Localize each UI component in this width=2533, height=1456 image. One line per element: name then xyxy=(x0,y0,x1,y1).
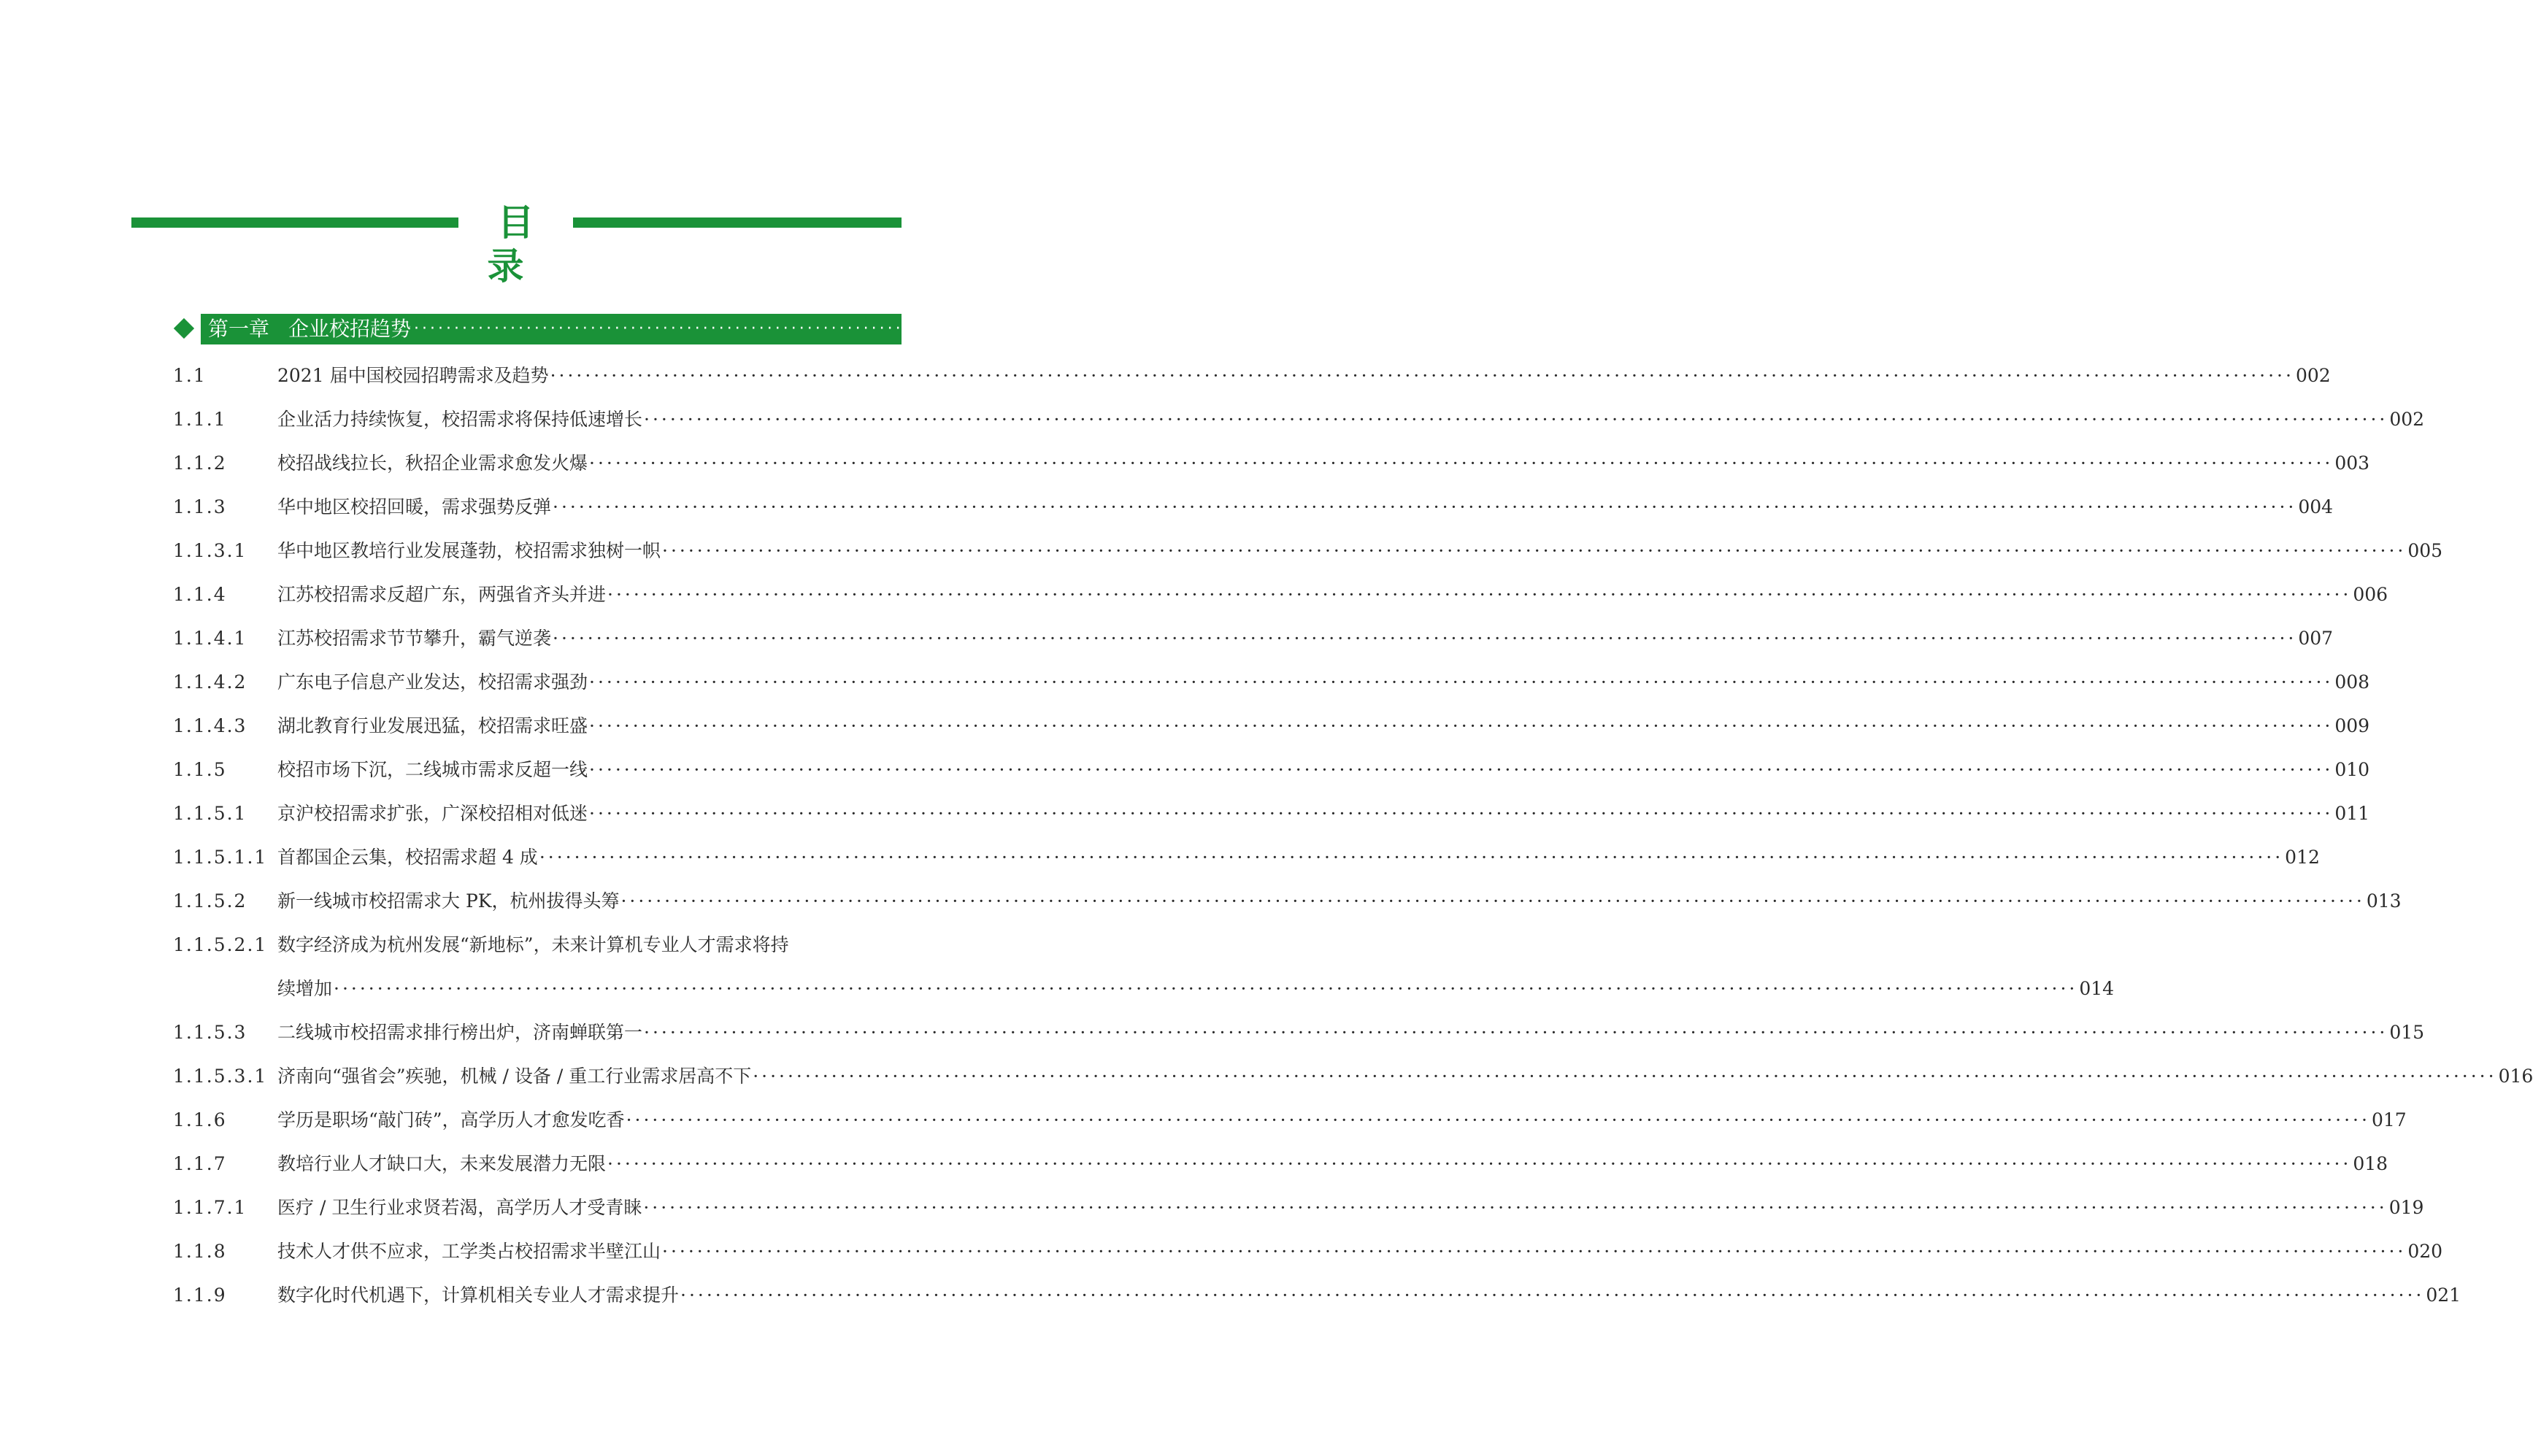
toc-entry-body xyxy=(277,748,2370,792)
toc-entry-page: 002 xyxy=(2295,365,2331,386)
toc-entry-title: 学历是职场“敲门砖”，高学历人才愈发吃香 xyxy=(277,1109,625,1130)
toc-entry[interactable] xyxy=(173,617,2334,660)
toc-entry-title: 企业活力持续恢复，校招需求将保持低速增长 xyxy=(277,409,643,430)
toc-entry-number: 1.1.5.3 xyxy=(173,1022,247,1043)
toc-entry[interactable] xyxy=(173,792,2370,836)
toc-entry-title: 京沪校招需求扩张，广深校招相对低迷 xyxy=(277,803,588,824)
toc-leader-dots: ········································································································································································································ xyxy=(589,671,2334,693)
toc-entry-body xyxy=(277,1055,2533,1098)
title-rule-right xyxy=(573,217,902,228)
toc-entry[interactable] xyxy=(173,748,2370,792)
toc-entry-title: 医疗 / 卫生行业求贤若渴，高学历人才受青睐 xyxy=(277,1197,642,1218)
toc-entry-title: 二线城市校招需求排行榜出炉，济南蝉联第一 xyxy=(277,1022,643,1043)
toc-entry-page: 015 xyxy=(2389,1022,2425,1043)
toc-entry-title-continued: 续增加 xyxy=(277,978,333,999)
toc-entry-body xyxy=(277,529,2443,573)
toc-entry[interactable] xyxy=(173,1142,2388,1186)
toc-entry-title: 华中地区教培行业发展蓬勃，校招需求独树一帜 xyxy=(277,540,661,561)
toc-entry-page: 013 xyxy=(2366,890,2402,912)
toc-leader-dots: ········································································································································································································ xyxy=(753,1066,2497,1087)
toc-entry-number: 1.1.6 xyxy=(173,1109,227,1130)
toc-entry-body xyxy=(277,836,2320,879)
chapter-label: 第一章 xyxy=(208,317,270,341)
toc-entry-page: 008 xyxy=(2334,671,2370,693)
toc-entry-page: 009 xyxy=(2334,715,2370,736)
toc-entry-page: 018 xyxy=(2353,1153,2388,1174)
toc-entry-number: 1.1.3 xyxy=(173,496,227,517)
toc-entry[interactable] xyxy=(173,923,902,967)
toc-entry[interactable] xyxy=(173,398,2425,442)
toc-entry-body xyxy=(277,967,2115,1011)
toc-entry-title: 江苏校招需求节节攀升，霸气逆袭 xyxy=(277,628,552,649)
toc-entry-page: 017 xyxy=(2371,1109,2407,1130)
toc-entry-title: 校招战线拉长，秋招企业需求愈发火爆 xyxy=(277,452,588,474)
toc-entry-page: 021 xyxy=(2426,1284,2461,1306)
toc-entry-continuation[interactable] xyxy=(173,967,2115,1011)
toc-entry-number: 1.1.9 xyxy=(173,1284,227,1306)
toc-entry-page: 014 xyxy=(2079,978,2115,999)
toc-entry-number: 1.1.5.1 xyxy=(173,803,247,824)
toc-entry-title: 广东电子信息产业发达，校招需求强劲 xyxy=(277,671,588,693)
toc-leader-dots: ········································································································································································································ xyxy=(589,715,2334,736)
toc-entry[interactable] xyxy=(173,1274,2461,1317)
title-rule-left xyxy=(131,217,458,228)
toc-entry[interactable] xyxy=(173,836,2320,879)
toc-entry-page: 002 xyxy=(2389,409,2425,430)
toc-leader-dots: ········································································································································································································ xyxy=(539,847,2284,868)
toc-entry-number: 1.1.1 xyxy=(173,409,227,430)
toc-entry[interactable] xyxy=(173,1098,2407,1142)
toc-entry-title: 教培行业人才缺口大，未来发展潜力无限 xyxy=(277,1153,607,1174)
toc-entry-body xyxy=(277,1230,2443,1274)
toc-entry-page: 011 xyxy=(2334,803,2370,824)
toc-entry-title: 江苏校招需求反超广东，两强省齐头并进 xyxy=(277,584,607,605)
chapter-heading[interactable] xyxy=(175,314,986,344)
toc-entry-page: 019 xyxy=(2388,1197,2424,1218)
toc-entry-title: 技术人才供不应求，工学类占校招需求半壁江山 xyxy=(277,1241,661,1262)
toc-leader-dots: ········································································································································································································ xyxy=(553,628,2297,649)
toc-leader-dots: ········································································································································································································ xyxy=(607,584,2352,605)
chapter-leader-dots: ·································································· xyxy=(414,320,944,338)
toc-entry-title: 华中地区校招回暖，需求强势反弹 xyxy=(277,496,552,517)
toc-entry-number: 1.1.5.1.1 xyxy=(173,847,268,868)
toc-leader-dots: ········································································································································································································ xyxy=(680,1284,2425,1306)
toc-entry-number: 1.1.2 xyxy=(173,452,227,474)
toc-entry-body xyxy=(277,442,2370,485)
toc-entry-page: 005 xyxy=(2407,540,2443,561)
toc-entry-title: 济南向“强省会”疾驰，机械 / 设备 / 重工行业需求居高不下 xyxy=(277,1066,752,1087)
toc-entry-number: 1.1.4.3 xyxy=(173,715,247,736)
toc-leader-dots: ········································································································································································································ xyxy=(550,365,2294,386)
toc-leader-dots: ········································································································································································································ xyxy=(607,1153,2352,1174)
toc-entry[interactable] xyxy=(173,1055,2533,1098)
toc-entry-page: 006 xyxy=(2353,584,2388,605)
toc-entry-page: 020 xyxy=(2407,1241,2443,1262)
toc-entry-page: 007 xyxy=(2298,628,2334,649)
toc-entry-body xyxy=(277,1186,2424,1230)
toc-entry-title: 新一线城市校招需求大 PK，杭州拔得头筹 xyxy=(277,890,620,912)
toc-entry-number: 1.1.3.1 xyxy=(173,540,247,561)
toc-entry-number: 1.1.5.2.1 xyxy=(173,934,268,955)
toc-entry-body xyxy=(277,398,2425,442)
toc-entry-body xyxy=(277,573,2388,617)
toc-entry[interactable] xyxy=(173,442,2370,485)
toc-entry-body xyxy=(277,792,2370,836)
toc-leader-dots: ········································································································································································································ xyxy=(662,540,2407,561)
toc-leader-dots: ········································································································································································································ xyxy=(662,1241,2407,1262)
toc-entry-title: 数字化时代机遇下，计算机相关专业人才需求提升 xyxy=(277,1284,680,1306)
toc-entry-body xyxy=(277,923,902,967)
toc-entry-number: 1.1.4.1 xyxy=(173,628,247,649)
toc-entry-number: 1.1.4.2 xyxy=(173,671,247,693)
toc-leader-dots: ········································································································································································································ xyxy=(334,978,2078,999)
toc-entry-body xyxy=(277,1274,2461,1317)
toc-entry-number: 1.1.5.2 xyxy=(173,890,247,912)
toc-entry-body xyxy=(277,660,2370,704)
toc-leader-dots: ········································································································································································································ xyxy=(553,496,2297,517)
toc-entry-body xyxy=(277,485,2334,529)
toc-leader-dots: ········································································································································································································ xyxy=(644,409,2388,430)
toc-entry[interactable] xyxy=(173,704,2370,748)
toc-entry-title: 数字经济成为杭州发展“新地标”，未来计算机专业人才需求将持 xyxy=(277,934,789,955)
chapter-title: 企业校招趋势 xyxy=(288,317,412,341)
toc-entry[interactable] xyxy=(173,1186,2424,1230)
toc-entry[interactable] xyxy=(173,354,2331,398)
toc-entry-number: 1.1.7 xyxy=(173,1153,227,1174)
chapter-bar xyxy=(201,314,986,344)
toc-entry-title: 校招市场下沉，二线城市需求反超一线 xyxy=(277,759,588,780)
toc-entry-number: 1.1.8 xyxy=(173,1241,227,1262)
toc-entry-number: 1.1.5 xyxy=(173,759,227,780)
toc-leader-dots: ········································································································································································································ xyxy=(626,1109,2370,1130)
toc-entry[interactable] xyxy=(173,529,2443,573)
toc-entry-title: 2021 届中国校园招聘需求及趋势 xyxy=(277,365,549,386)
diamond-bullet-icon xyxy=(174,318,194,339)
toc-entry-number: 1.1.7.1 xyxy=(173,1197,247,1218)
toc-leader-dots: ········································································································································································································ xyxy=(589,452,2334,474)
toc-entry[interactable] xyxy=(173,660,2370,704)
toc-entry-number: 1.1.4 xyxy=(173,584,227,605)
toc-entry[interactable] xyxy=(173,1011,2425,1055)
toc-list xyxy=(173,354,2533,1317)
toc-entry-number: 1.1.5.3.1 xyxy=(173,1066,268,1087)
toc-leader-dots: ········································································································································································································ xyxy=(589,759,2334,780)
toc-entry-body xyxy=(277,1011,2425,1055)
toc-entry[interactable] xyxy=(173,573,2388,617)
toc-entry-body xyxy=(277,879,2402,923)
toc-entry-title: 首都国企云集，校招需求超 4 成 xyxy=(277,847,538,868)
toc-leader-dots: ········································································································································································································ xyxy=(644,1022,2388,1043)
toc-entry[interactable] xyxy=(173,485,2334,529)
toc-leader-dots: ········································································································································································································ xyxy=(589,803,2334,824)
toc-entry-page: 016 xyxy=(2498,1066,2533,1087)
toc-leader-dots: ········································································································································································································ xyxy=(643,1197,2388,1218)
toc-entry-number: 1.1 xyxy=(173,365,207,386)
toc-entry-page: 012 xyxy=(2285,847,2320,868)
page-title: 目录 xyxy=(487,201,555,288)
toc-entry-body xyxy=(277,704,2370,748)
toc-entry-title: 湖北教育行业发展迅猛，校招需求旺盛 xyxy=(277,715,588,736)
toc-entry-page: 010 xyxy=(2334,759,2370,780)
toc-entry-page: 004 xyxy=(2298,496,2334,517)
toc-leader-dots: ········································································································································································································ xyxy=(620,890,2365,912)
toc-entry-page: 003 xyxy=(2334,452,2370,474)
chapter-page-number: 001 xyxy=(946,317,986,341)
toc-entry-body xyxy=(277,354,2331,398)
toc-entry[interactable] xyxy=(173,879,2402,923)
toc-title-row xyxy=(131,201,902,288)
toc-entry-body xyxy=(277,1098,2407,1142)
toc-entry-body xyxy=(277,617,2334,660)
toc-entry[interactable] xyxy=(173,1230,2443,1274)
toc-entry-body xyxy=(277,1142,2388,1186)
